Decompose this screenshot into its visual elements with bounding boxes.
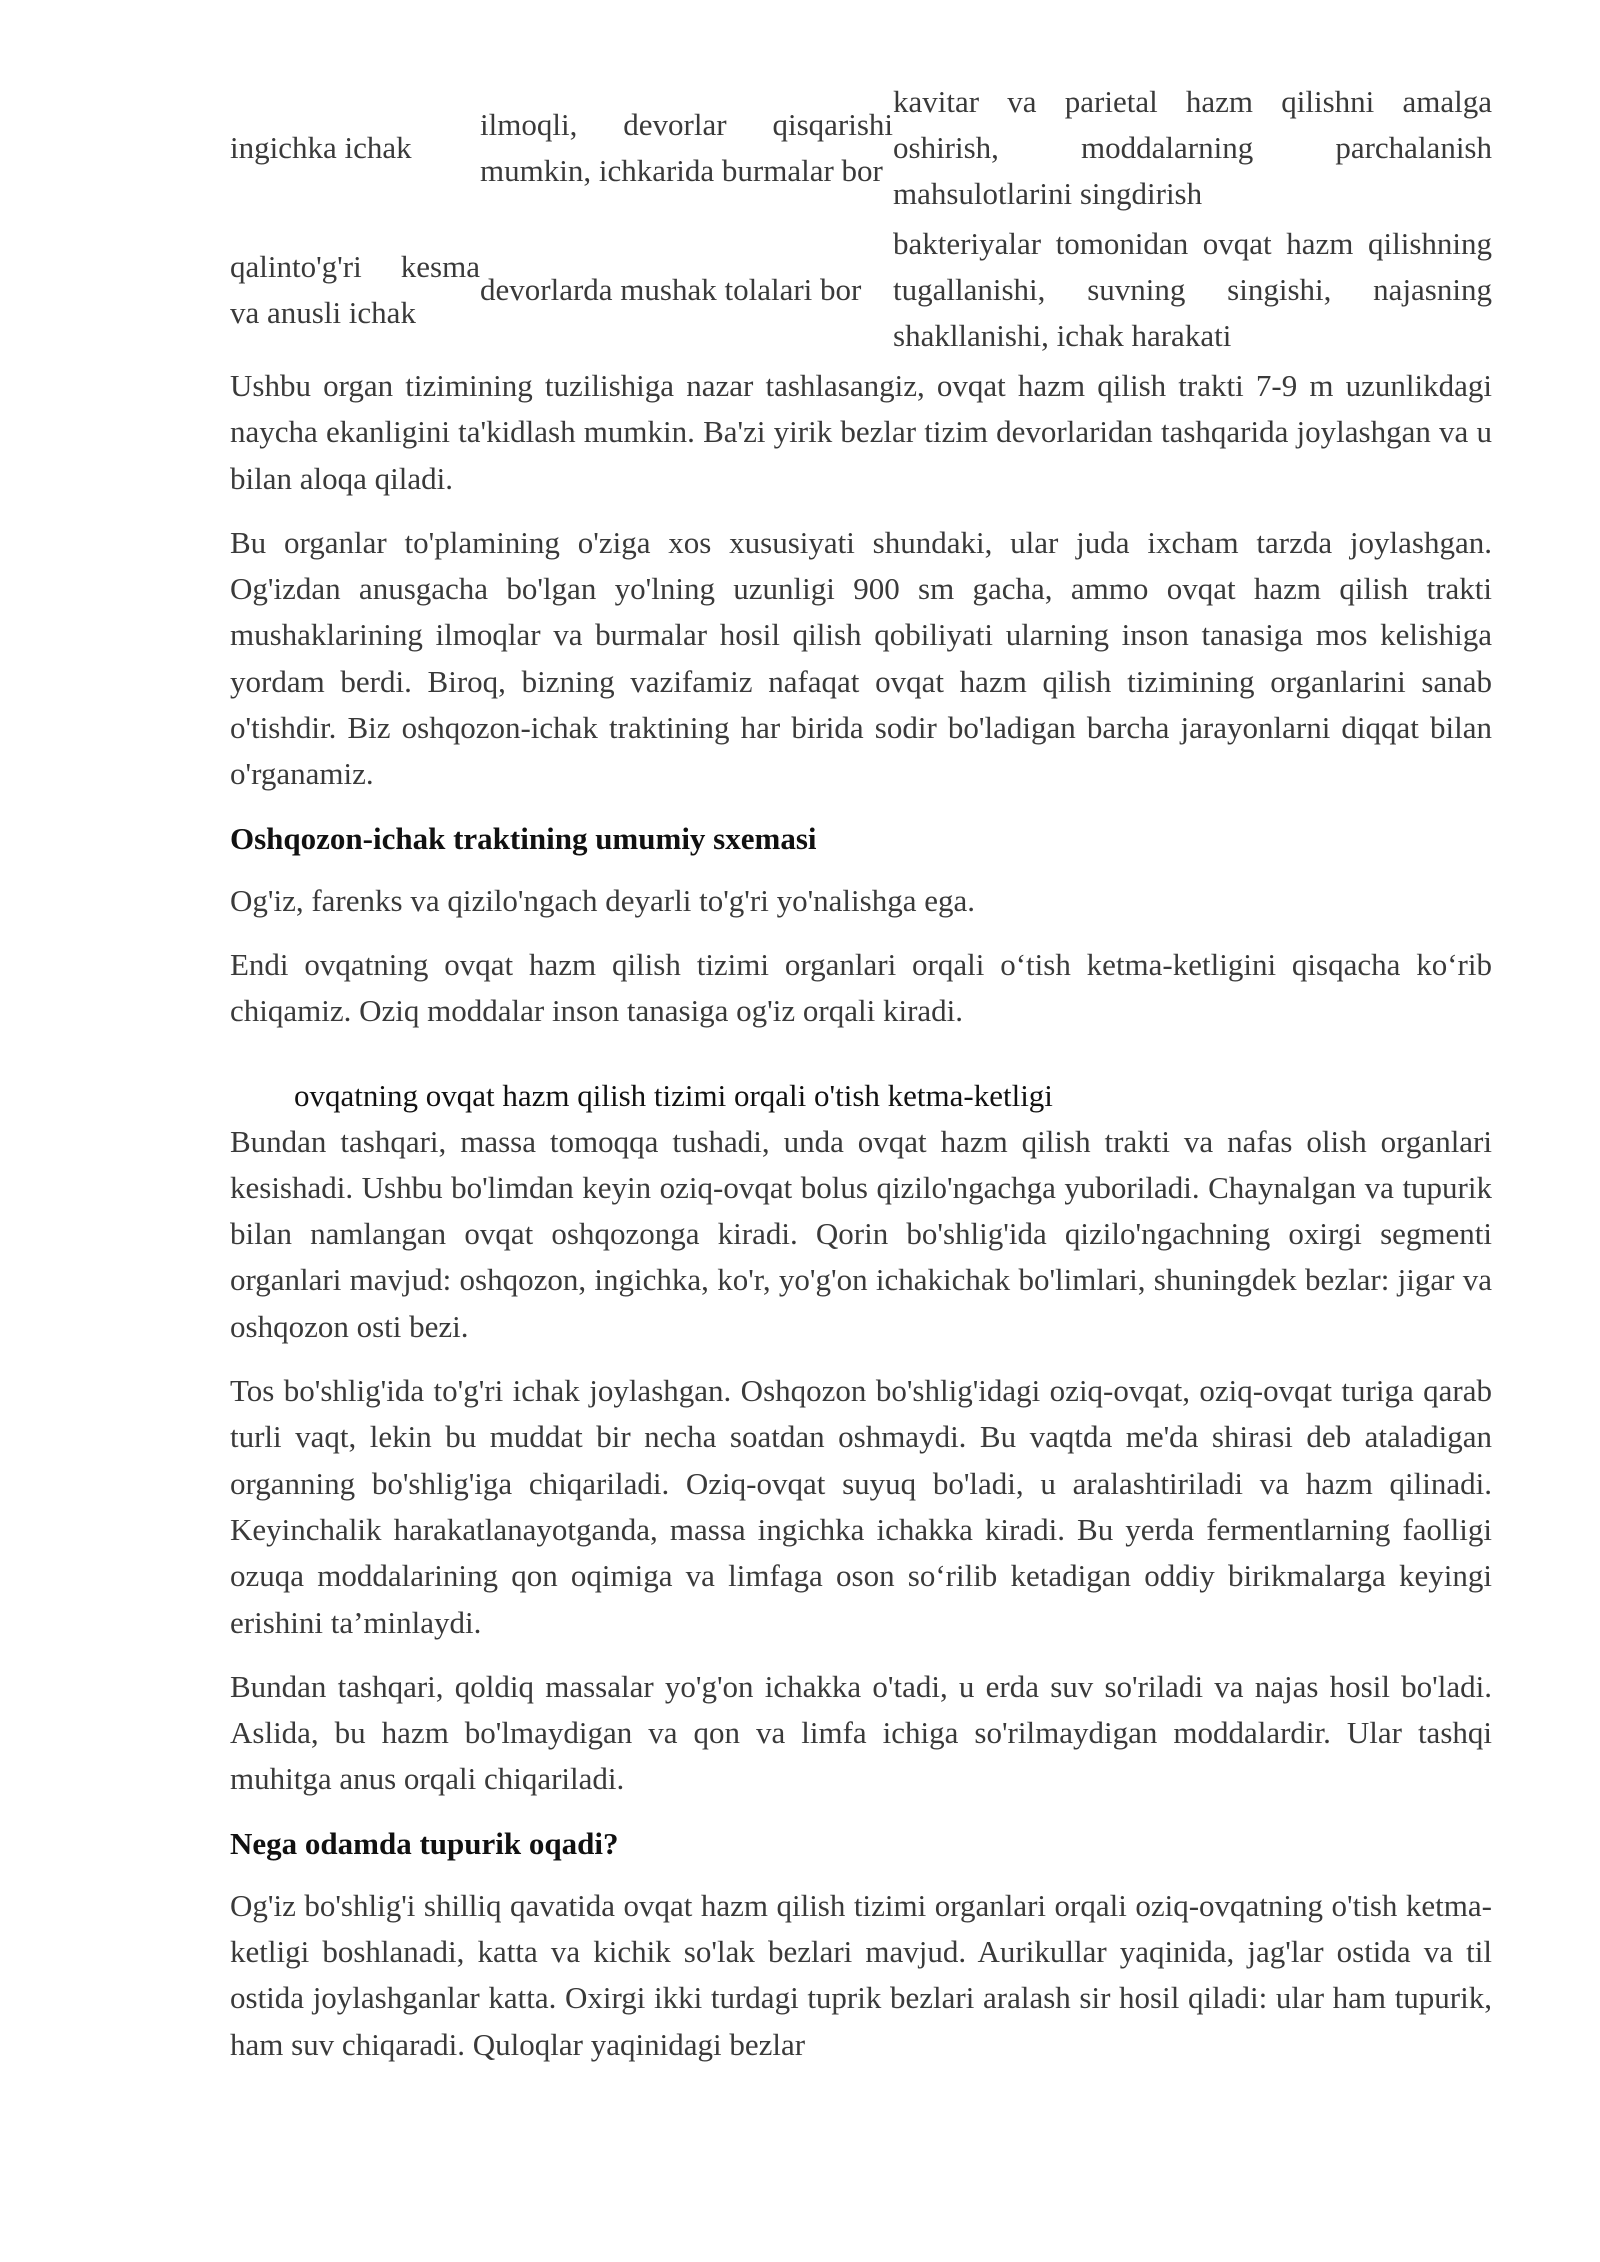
table-cell-structure-text: ilmoqli, devorlar qisqarishi mumkin, ichkarida burmalar bor xyxy=(480,107,893,188)
table-cell-function xyxy=(893,219,1492,361)
paragraph: Tos bo'shlig'ida to'g'ri ichak joylashgan. Oshqozon bo'shlig'idagi oziq-ovqat, oziq-ovqat turiga qarab turli vaqt, lekin bu muddat bir necha soatdan oshmaydi. Bu vaqtda me'da shirasi deb ataladigan organning bo'shlig'iga chiqariladi. Oziq-ovqat suyuq bo'ladi, u aralashtiriladi va hazm qilinadi. Keyinchalik harakatlanayotganda, massa ingichka ichakka kiradi. Bu yerda fermentlarning faolligi ozuqa moddalarining qon oqimiga va limfaga oson so‘rilib ketadigan oddiy birikmalarga keyingi erishini ta’minlaydi. xyxy=(230,1373,1492,1640)
page-content xyxy=(230,77,1492,2086)
paragraph: Endi ovqatning ovqat hazm qilish tizimi organlari orqali o‘tish ketma-ketligini qisqacha ko‘rib chiqamiz. Oziq moddalar inson tanasiga og'iz orqali kiradi. xyxy=(230,946,1492,1029)
paragraph: Og'iz, farenks va qizilo'ngach deyarli to'g'ri yo'nalishga ega. xyxy=(230,882,975,918)
paragraph: Bundan tashqari, qoldiq massalar yo'g'on ichakka o'tadi, u erda suv so'riladi va najas hosil bo'ladi. Aslida, bu hazm bo'lmaydigan va qon va limfa ichiga so'rilmaydigan moddalardir. Ular tashqi muhitga anus orqali chiqariladi. xyxy=(230,1668,1492,1797)
table-cell-organ: ingichka ichak xyxy=(230,130,412,165)
table-cell-organ xyxy=(230,219,480,361)
table-cell-organ-text: qalinto'g'ri kesma va anusli ichak xyxy=(230,249,480,330)
section-heading: Nega odamda tupurik oqadi? xyxy=(230,1825,619,1861)
table-row xyxy=(230,219,1492,361)
table-cell-structure xyxy=(480,219,893,361)
table-cell-function-text: kavitar va parietal hazm qilishni amalga oshirish, moddalarning parchalanish mahsulotlarini singdirish xyxy=(893,84,1492,211)
paragraph: Ushbu organ tizimining tuzilishiga nazar tashlasangiz, ovqat hazm qilish trakti 7-9 m uzunlikdagi naycha ekanligini ta'kidlash mumkin. Ba'zi yirik bezlar tizim devorlaridan tashqarida joylashgan va u bilan aloqa qiladi. xyxy=(230,368,1492,496)
table-cell-function xyxy=(893,77,1492,219)
figure-caption: ovqatning ovqat hazm qilish tizimi orqali o'tish ketma-ketligi xyxy=(294,1077,1053,1113)
table-row xyxy=(230,77,1492,219)
paragraph: Og'iz bo'shlig'i shilliq qavatida ovqat hazm qilish tizimi organlari orqali oziq-ovqatning o'tish ketma-ketligi boshlanadi, katta va kichik so'lak bezlari mavjud. Aurikullar yaqinida, jag'lar ostida va til ostida joylashganlar katta. Oxirgi ikki turdagi tuprik bezlari aralash sir hosil qiladi: ular ham tupurik, ham suv chiqaradi. Quloqlar yaqinidagi bezlar xyxy=(230,1887,1492,2062)
organ-table xyxy=(230,77,1492,361)
table-cell-structure xyxy=(480,77,893,219)
section-heading: Oshqozon-ichak traktining umumiy sxemasi xyxy=(230,820,817,856)
paragraph: Bundan tashqari, massa tomoqqa tushadi, unda ovqat hazm qilish trakti va nafas olish organlari kesishadi. Ushbu bo'limdan keyin oziq-ovqat bolus qizilo'ngachga yuboriladi. Chaynalgan va tupurik bilan namlangan ovqat oshqozonga kiradi. Qorin bo'shlig'ida qizilo'ngachning oxirgi segmenti organlari mavjud: oshqozon, ingichka, ko'r, yo'g'on ichakichak bo'limlari, shuningdek bezlar: jigar va oshqozon osti bezi. xyxy=(230,1123,1492,1344)
table-cell-function-text: bakteriyalar tomonidan ovqat hazm qilishning tugallanishi, suvning singishi, najasning shakllanishi, ichak harakati xyxy=(893,226,1492,353)
table-cell-structure-text: devorlarda mushak tolalari bor xyxy=(480,272,862,307)
paragraph: Bu organlar to'plamining o'ziga xos xususiyati shundaki, ular juda ixcham tarzda joylashgan. Og'izdan anusgacha bo'lgan yo'lning uzunligi 900 sm gacha, ammo ovqat hazm qilish trakti mushaklarining ilmoqlar va burmalar hosil qilish qobiliyati ularning inson tanasiga mos kelishiga yordam berdi. Biroq, bizning vazifamiz nafaqat ovqat hazm qilish tizimining organlarini sanab o'tishdir. Biz oshqozon-ichak traktining har birida sodir bo'ladigan barcha jarayonlarni diqqat bilan o'rganamiz. xyxy=(230,524,1492,792)
